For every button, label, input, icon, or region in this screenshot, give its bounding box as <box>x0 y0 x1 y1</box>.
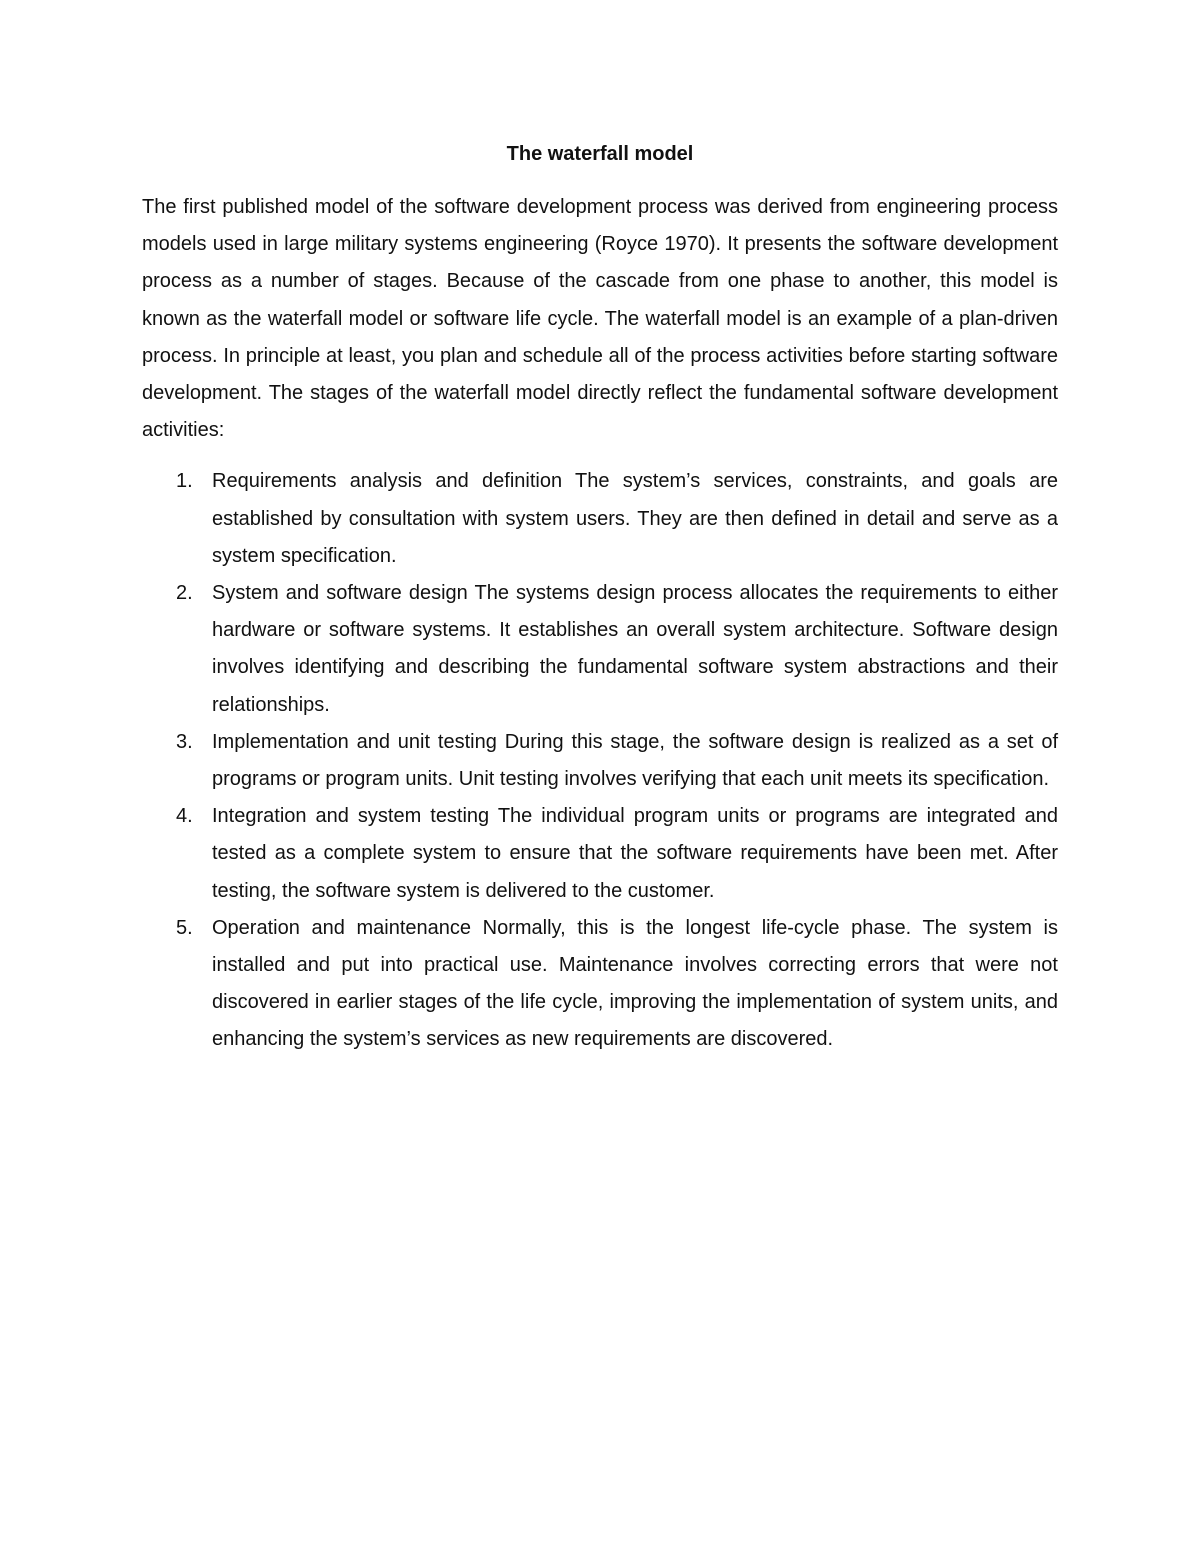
list-item <box>142 575 1058 724</box>
list-item-number: 1. <box>176 470 193 493</box>
list-item-number: 3. <box>176 730 193 753</box>
list-item <box>142 724 1058 798</box>
list-item-text: Operation and maintenance Normally, this is the longest life-cycle phase. The system is installed and put into practical use. Maintenance involves correcting errors that were not discovered in earlier stages of the life cycle, improving the implementation of system units, and enhancing the system’s services as new requirements are discovered. <box>212 916 1058 1051</box>
list-item-text: Requirements analysis and definition The system’s services, constraints, and goals are established by consultation with system users. They are then defined in detail and serve as a system specification. <box>212 470 1058 567</box>
document-title: The waterfall model <box>506 143 694 165</box>
stages-list <box>142 463 1058 1058</box>
list-item-text: System and software design The systems design process allocates the requirements to either hardware or software systems. It establishes an overall system architecture. Software design involves identifying and describing the fundamental software system abstractions and their relationships. <box>212 582 1058 716</box>
list-item-number: 4. <box>176 805 193 828</box>
intro-paragraph: The first published model of the software development process was derived from engineering process models used in large military systems engineering (Royce 1970). It presents the software development process as a number of stages. Because of the cascade from one phase to another, this model is known as the waterfall model or software life cycle. The waterfall model is an example of a plan-driven process. In principle at least, you plan and schedule all of the process activities before starting software development. The stages of the waterfall model directly reflect the fundamental software development activities: <box>142 196 1058 442</box>
list-item-text: Integration and system testing The individual program units or programs are integrated and tested as a complete system to ensure that the software requirements have been met. After testing, the software system is delivered to the customer. <box>212 805 1058 902</box>
list-item <box>142 798 1058 910</box>
list-item <box>142 463 1058 575</box>
list-item-text: Implementation and unit testing During this stage, the software design is realized as a set of programs or program units. Unit testing involves verifying that each unit meets its specification. <box>212 730 1058 791</box>
list-item <box>142 910 1058 1059</box>
list-item-number: 5. <box>176 916 193 939</box>
document-page <box>142 136 1058 1059</box>
list-item-number: 2. <box>176 582 193 605</box>
